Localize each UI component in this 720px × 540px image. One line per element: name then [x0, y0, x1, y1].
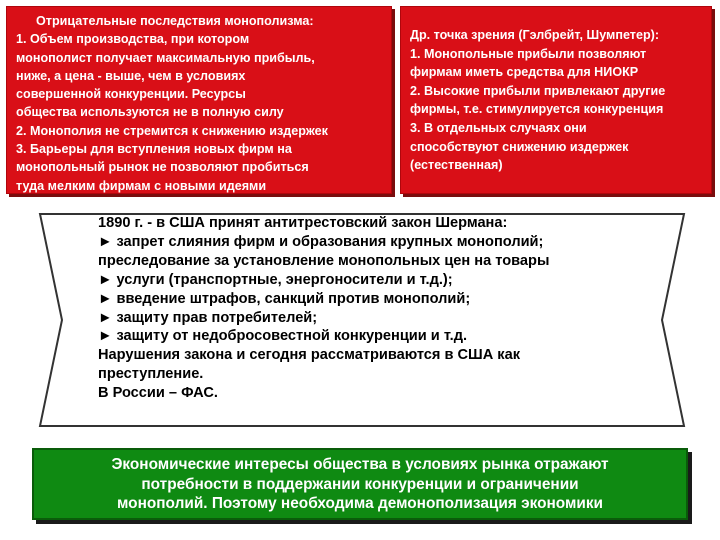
law-item: ► защиту от недобросовестной конкуренции и т.д. [98, 328, 468, 345]
conclusion-line: монополий. Поэтому необходима демонополизация экономики [116, 495, 603, 513]
conclusion-box [32, 448, 688, 520]
alternative-view-title: Др. точка зрения (Гэлбрейт, Шумпетер): [410, 28, 660, 42]
alternative-view-line: 1. Монопольные прибыли позволяют [410, 46, 647, 61]
negative-consequences-box [6, 6, 392, 194]
negative-consequences-line: 2. Монополия не стремится к снижению издержек [16, 123, 328, 138]
negative-consequences-line: совершенной конкуренции. Ресурсы [16, 87, 246, 102]
law-russia-note: В России – ФАС. [98, 385, 218, 402]
law-item: преследование за установление монопольных цен на товары [98, 252, 550, 269]
law-item: ► защиту прав потребителей; [98, 309, 318, 326]
law-heading: 1890 г. - в США принят антитрестовский закон Шермана: [98, 215, 508, 231]
alternative-view-line: способствуют снижению издержек [410, 139, 629, 154]
law-item: ► введение штрафов, санкций против монополий; [98, 290, 471, 307]
negative-consequences-line: ниже, а цена - выше, чем в условиях [16, 68, 246, 83]
sherman-law-box [98, 214, 688, 403]
negative-consequences-line: монополист получает максимальную прибыль, [16, 50, 315, 65]
law-note: Нарушения закона и сегодня рассматриваются в США как [98, 347, 521, 364]
negative-consequences-title: Отрицательные последствия монополизма: [36, 14, 314, 28]
conclusion-line: Экономические интересы общества в условиях рынка отражают [111, 456, 609, 473]
negative-consequences-line: монопольный рынок не позволяют пробиться [16, 160, 309, 175]
law-note: преступление. [98, 366, 204, 383]
law-item: ► услуги (транспортные, энергоносители и т.д.); [98, 271, 453, 288]
alternative-view-box [400, 6, 712, 194]
negative-consequences-line: 1. Объем производства, при котором [16, 32, 250, 47]
alternative-view-line: 3. В отдельных случаях они [410, 120, 587, 135]
alternative-view-line: 2. Высокие прибыли привлекают другие [410, 83, 666, 98]
negative-consequences-line: 3. Барьеры для вступления новых фирм на [16, 142, 292, 157]
conclusion-line: потребности в поддержании конкуренции и ограничении [141, 475, 579, 493]
negative-consequences-line: туда мелким фирмам с новыми идеями [16, 178, 267, 193]
alternative-view-line: фирмы, т.е. стимулируется конкуренция [410, 102, 664, 117]
law-item: ► запрет слияния фирм и образования крупных монополий; [98, 233, 544, 250]
negative-consequences-line: общества используются не в полную силу [16, 105, 284, 120]
alternative-view-line: (естественная) [410, 158, 503, 173]
alternative-view-line: фирмам иметь средства для НИОКР [410, 65, 639, 80]
